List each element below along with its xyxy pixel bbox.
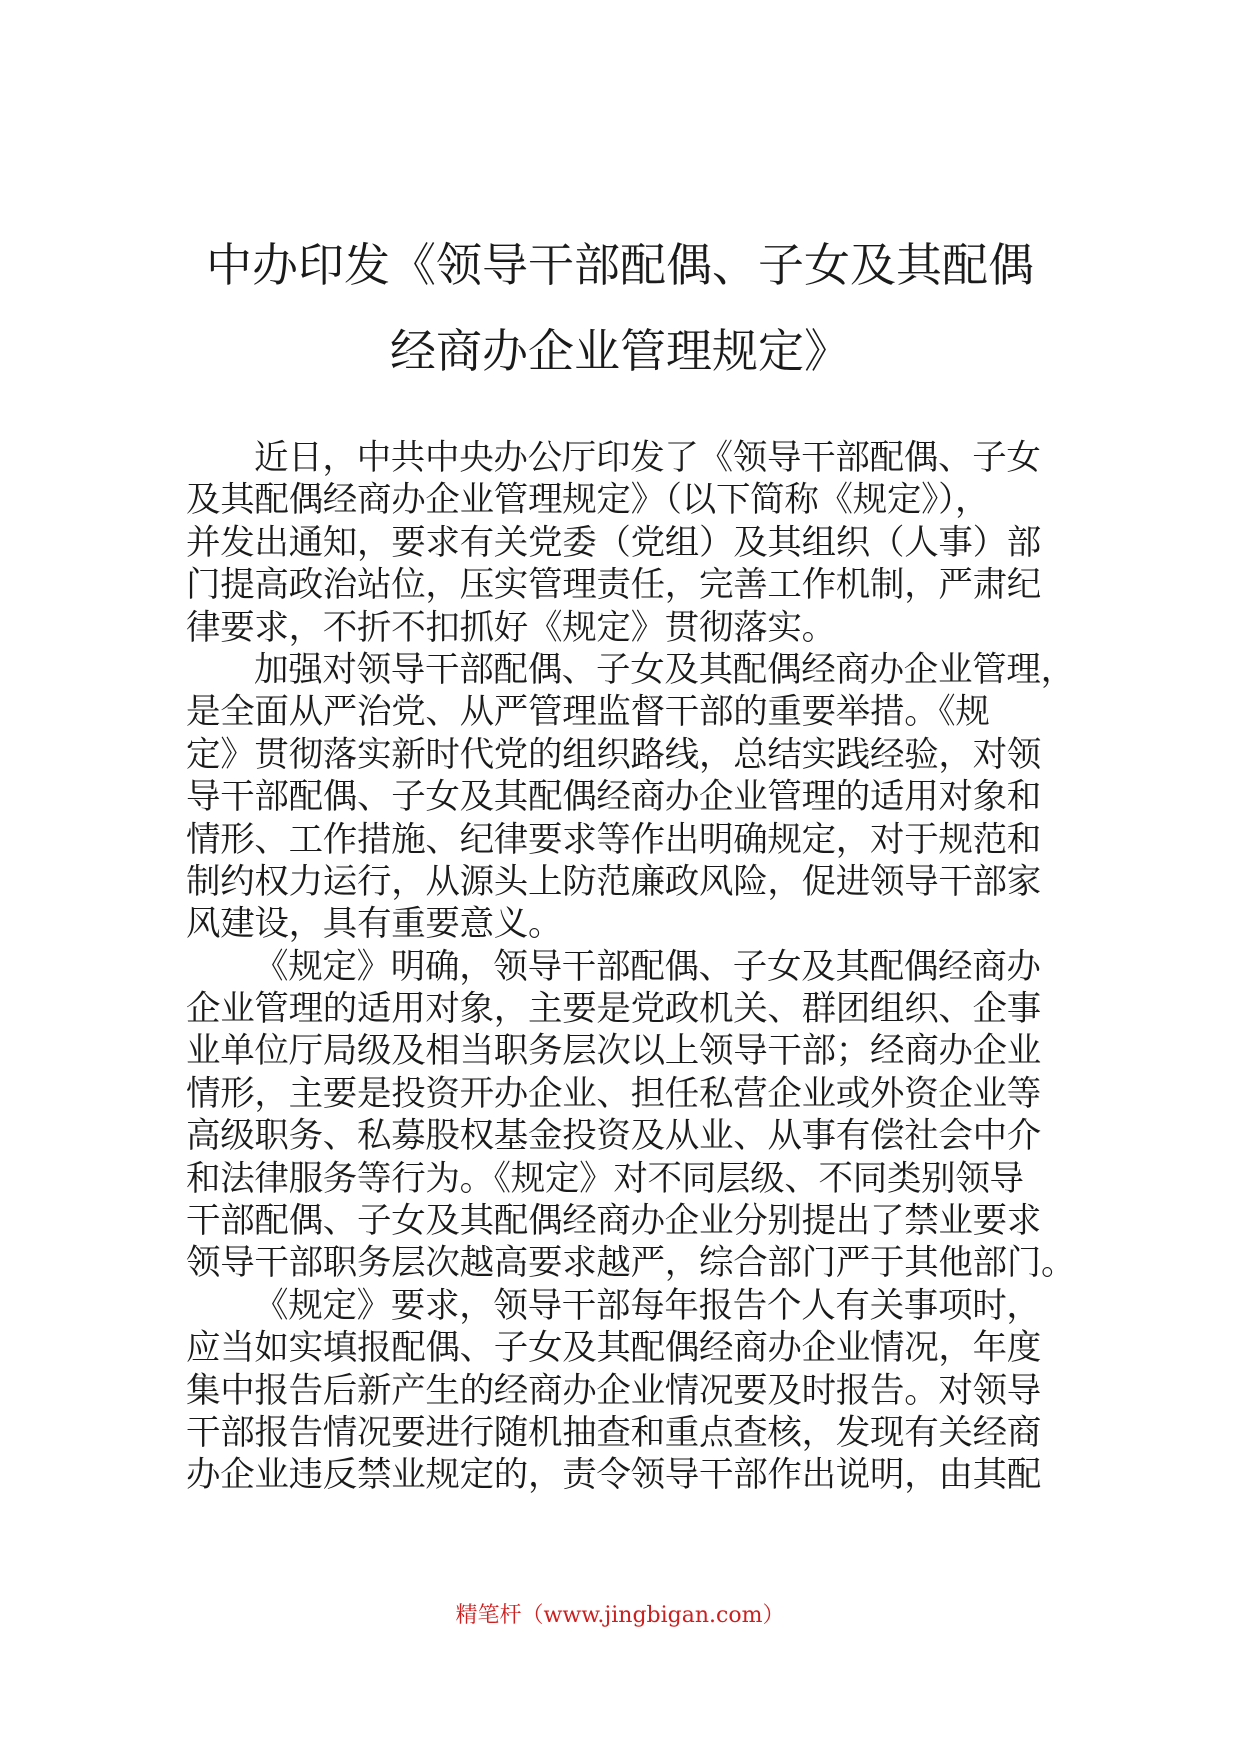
body-text-line: 近日，中共中央办公厅印发了《领导干部配偶、子女 bbox=[254, 438, 1041, 478]
body-text-line: 业单位厅局级及相当职务层次以上领导干部；经商办企业 bbox=[186, 1031, 1041, 1072]
body-text-line: 制约权力运行，从源头上防范廉政风险，促进领导干部家 bbox=[186, 861, 1041, 902]
body-text-line: 风建设，具有重要意义。 bbox=[186, 904, 563, 945]
body-text-line: 情形、工作措施、纪律要求等作出明确规定，对于规范和 bbox=[186, 819, 1041, 860]
body-text-line: 应当如实填报配偶、子女及其配偶经商办企业情况，年度 bbox=[186, 1328, 1041, 1369]
body-text-line: 并发出通知，要求有关党委（党组）及其组织（人事）部 bbox=[186, 522, 1041, 563]
document-body bbox=[186, 437, 1076, 1497]
body-text-line: 领导干部职务层次越高要求越严，综合部门严于其他部门。 bbox=[186, 1243, 1076, 1284]
body-text-line: 是全面从严治党、从严管理监督干部的重要举措。《规 bbox=[186, 692, 990, 733]
body-text-line: 和法律服务等行为。《规定》对不同层级、不同类别领导 bbox=[186, 1158, 1024, 1199]
body-text-line: 企业管理的适用对象，主要是党政机关、群团组织、企事 bbox=[186, 989, 1041, 1030]
title-line-2: 经商办企业管理规定》 bbox=[390, 324, 850, 378]
body-text-line: 干部配偶、子女及其配偶经商办企业分别提出了禁业要求 bbox=[186, 1201, 1041, 1242]
body-text-line: 高级职务、私募股权基金投资及从业、从事有偿社会中介 bbox=[186, 1116, 1041, 1157]
title-line-1: 中办印发《领导干部配偶、子女及其配偶 bbox=[206, 238, 1034, 292]
body-text-line: 律要求，不折不扣抓好《规定》贯彻落实。 bbox=[186, 607, 836, 648]
body-text-line: 干部报告情况要进行随机抽查和重点查核，发现有关经商 bbox=[186, 1412, 1041, 1453]
body-text-line: 加强对领导干部配偶、子女及其配偶经商办企业管理， bbox=[254, 649, 1075, 690]
body-text-line: 门提高政治站位，压实管理责任，完善工作机制，严肃纪 bbox=[186, 565, 1041, 606]
document-title bbox=[150, 222, 1090, 394]
body-text-line: 集中报告后新产生的经商办企业情况要及时报告。对领导 bbox=[186, 1370, 1041, 1411]
body-text-line: 《规定》要求，领导干部每年报告个人有关事项时， bbox=[254, 1285, 1041, 1326]
body-text-line: 定》贯彻落实新时代党的组织路线，总结实践经验，对领 bbox=[186, 734, 1041, 775]
body-text-line: 情形，主要是投资开办企业、担任私营企业或外资企业等 bbox=[186, 1073, 1041, 1114]
body-text-line: 导干部配偶、子女及其配偶经商办企业管理的适用对象和 bbox=[186, 777, 1041, 818]
body-text-line: 办企业违反禁业规定的，责令领导干部作出说明，由其配 bbox=[186, 1455, 1041, 1496]
body-text-line: 《规定》明确，领导干部配偶、子女及其配偶经商办 bbox=[254, 946, 1041, 987]
footer-watermark: 精笔杆（www.jingbigan.com） bbox=[455, 1603, 785, 1628]
body-text-line: 及其配偶经商办企业管理规定》（以下简称《规定》）， bbox=[186, 480, 990, 521]
